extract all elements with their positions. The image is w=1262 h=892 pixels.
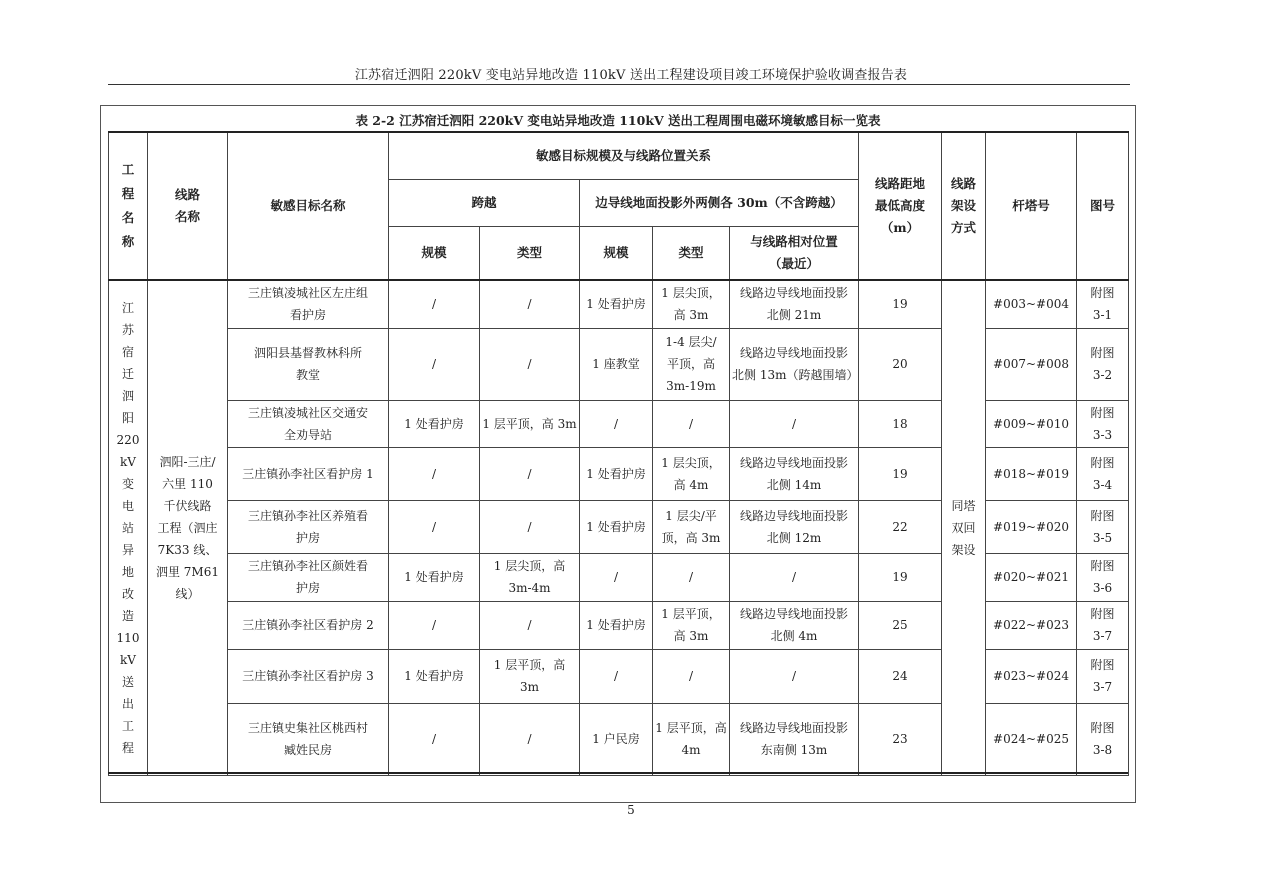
cell-line: / xyxy=(527,618,532,632)
cell-line: 3-4 xyxy=(1092,477,1113,492)
relative-position-cell xyxy=(730,500,859,553)
cell-line: / xyxy=(791,570,797,584)
cell-line: 线路边导线地面投影 xyxy=(740,721,849,735)
tower-number-cell: #003~#004 xyxy=(986,280,1077,328)
figure-number-cell xyxy=(1077,328,1129,400)
cell-line: / xyxy=(527,466,532,481)
header-line: 线路 xyxy=(951,176,977,191)
project-name-char: 宿 xyxy=(121,344,134,359)
relative-position-cell xyxy=(730,280,859,328)
side-type-cell xyxy=(653,649,730,703)
page-number: 5 xyxy=(627,803,635,817)
cell-line: / xyxy=(613,669,619,683)
cell-line: 3-6 xyxy=(1092,581,1113,595)
cell-line: 1 层平顶， xyxy=(661,607,721,621)
cell-line: 附图 xyxy=(1090,455,1115,470)
cross-scale-cell xyxy=(389,649,480,703)
cell-line: 7K33 线、 xyxy=(157,542,218,557)
relative-position-cell xyxy=(730,447,859,500)
project-name-char: 电 xyxy=(121,498,134,513)
cell-line: 工程（泗庄 xyxy=(157,520,218,535)
cell-line: 护房 xyxy=(295,530,320,545)
cell-line: 北侧 4m xyxy=(770,629,818,643)
target-name-cell xyxy=(228,447,389,500)
cell-line: 教堂 xyxy=(295,368,320,382)
cross-scale-cell xyxy=(389,400,480,447)
cell-line: 1 处看护房 xyxy=(586,618,646,632)
cell-line: 1 层平顶，高 3m xyxy=(482,416,577,431)
cell-line: 北侧 12m xyxy=(766,530,822,545)
target-name-cell xyxy=(228,500,389,553)
target-name-cell xyxy=(228,280,389,328)
header-line: 方式 xyxy=(951,220,977,235)
cross-type-cell xyxy=(480,703,580,775)
cell-line: 附图 xyxy=(1090,658,1115,672)
cell-line: 1 层平顶，高 xyxy=(493,658,566,672)
cell-line: 3-1 xyxy=(1092,308,1113,323)
cell-line: 3m-19m xyxy=(666,379,716,393)
target-name-cell xyxy=(228,328,389,400)
cell-line: 1 层平顶，高 xyxy=(655,721,727,735)
side-type-cell xyxy=(653,500,730,553)
header-line: （最近） xyxy=(769,255,820,271)
side-scale-cell xyxy=(580,447,653,500)
cell-line: 3-8 xyxy=(1092,743,1113,757)
cell-line: 三庄镇凌城社区交通安 xyxy=(247,405,368,420)
table-row xyxy=(109,280,1129,328)
project-name-char: 造 xyxy=(121,608,134,623)
cell-line: 三庄镇孙李社区看护房 1 xyxy=(242,466,374,481)
relative-position-cell xyxy=(730,400,859,447)
cell-line: 三庄镇孙李社区养殖看 xyxy=(247,508,368,523)
project-name-char: 异 xyxy=(121,542,134,557)
cell-line: 1 层尖顶，高 xyxy=(493,559,566,573)
project-name-char: 泗 xyxy=(121,388,134,403)
header-side-projection: 边导线地面投影外两侧各 30m（不含跨越） xyxy=(580,179,859,226)
min-height-cell: 24 xyxy=(859,649,942,703)
header-target-name: 敏感目标名称 xyxy=(228,132,389,280)
header-tower: 杆塔号 xyxy=(986,132,1077,280)
cell-line: 同塔 xyxy=(951,498,976,513)
side-scale-cell xyxy=(580,328,653,400)
figure-number-cell xyxy=(1077,601,1129,649)
tower-number-cell: #009~#010 xyxy=(986,400,1077,447)
side-type-cell xyxy=(653,601,730,649)
target-name-cell xyxy=(228,553,389,601)
project-name-char: kV xyxy=(120,652,136,667)
side-scale-cell xyxy=(580,601,653,649)
cell-line: 护房 xyxy=(295,581,320,595)
header-line: 架设 xyxy=(951,198,977,213)
project-name-char: 送 xyxy=(121,674,134,689)
project-name-char: 阳 xyxy=(121,410,134,425)
cell-line: 六里 110 xyxy=(162,476,213,491)
figure-number-cell xyxy=(1077,500,1129,553)
cell-line: 北侧 13m（跨越围墙） xyxy=(732,368,859,382)
header-side-scale: 规模 xyxy=(580,226,653,280)
cell-line: 附图 xyxy=(1090,607,1115,621)
tower-number-cell: #024~#025 xyxy=(986,703,1077,775)
cell-line: / xyxy=(791,416,797,431)
cell-line: 1 户民房 xyxy=(592,732,640,746)
cell-line: 1 处看护房 xyxy=(404,570,464,584)
cross-scale-cell xyxy=(389,328,480,400)
cell-line: 线路边导线地面投影 xyxy=(740,286,849,301)
cell-line: 1 层尖/平 xyxy=(665,508,717,523)
target-name-cell xyxy=(228,703,389,775)
target-name-cell xyxy=(228,601,389,649)
header-line: （m） xyxy=(880,220,920,235)
cell-line: 双回 xyxy=(951,520,976,535)
cross-type-cell xyxy=(480,447,580,500)
side-type-cell xyxy=(653,553,730,601)
project-name-char: 变 xyxy=(121,476,134,491)
cell-line: / xyxy=(431,618,437,632)
cell-line: 线路边导线地面投影 xyxy=(740,508,849,523)
figure-number-cell xyxy=(1077,553,1129,601)
cell-line: / xyxy=(431,357,437,371)
cell-line: 附图 xyxy=(1090,508,1115,523)
header-min-height xyxy=(859,132,942,280)
side-type-cell xyxy=(653,280,730,328)
cell-line: / xyxy=(431,297,437,312)
figure-number-cell xyxy=(1077,447,1129,500)
cell-line: 1 层尖顶， xyxy=(661,286,721,301)
cell-line: 高 4m xyxy=(673,477,709,492)
cross-scale-cell xyxy=(389,447,480,500)
figure-number-cell xyxy=(1077,649,1129,703)
project-name-char: 改 xyxy=(121,586,134,601)
cell-line: 架设 xyxy=(951,542,976,557)
min-height-cell: 20 xyxy=(859,328,942,400)
erection-method-cell xyxy=(942,280,986,775)
cell-line: 3-7 xyxy=(1092,629,1113,643)
cell-line: 1 处看护房 xyxy=(586,519,646,534)
project-name-cell xyxy=(109,280,148,775)
header-line: 名称 xyxy=(174,209,200,224)
figure-number-cell xyxy=(1077,400,1129,447)
cell-line: 1 座教堂 xyxy=(592,357,640,371)
tower-number-cell: #020~#021 xyxy=(986,553,1077,601)
cell-line: 3-3 xyxy=(1092,427,1113,442)
project-name-char: 程 xyxy=(121,740,134,755)
cell-line: / xyxy=(431,466,437,481)
header-rule xyxy=(108,84,1130,85)
cell-line: 高 3m xyxy=(673,308,709,323)
cross-type-cell xyxy=(480,280,580,328)
target-name-cell xyxy=(228,400,389,447)
project-name-char: 工 xyxy=(121,718,134,733)
cell-line: / xyxy=(613,416,619,431)
cross-scale-cell xyxy=(389,601,480,649)
min-height-cell: 18 xyxy=(859,400,942,447)
cell-line: 附图 xyxy=(1090,346,1115,360)
cross-type-cell xyxy=(480,328,580,400)
header-char: 程 xyxy=(121,186,135,201)
header-erection xyxy=(942,132,986,280)
cell-line: 3-5 xyxy=(1092,530,1113,545)
cell-line: 3-2 xyxy=(1092,368,1113,382)
header-project-name xyxy=(109,132,148,280)
cell-line: / xyxy=(431,519,437,534)
tower-number-cell: #022~#023 xyxy=(986,601,1077,649)
cell-line: 泗阳-三庄/ xyxy=(159,454,216,469)
cell-line: / xyxy=(527,519,532,534)
cross-type-cell xyxy=(480,649,580,703)
cell-line: 三庄镇孙李社区看护房 2 xyxy=(242,618,374,632)
side-scale-cell xyxy=(580,649,653,703)
relative-position-cell xyxy=(730,328,859,400)
header-cross-type: 类型 xyxy=(480,226,580,280)
cross-type-cell xyxy=(480,400,580,447)
tower-number-cell: #018~#019 xyxy=(986,447,1077,500)
cell-line: 千伏线路 xyxy=(163,498,212,513)
relative-position-cell xyxy=(730,703,859,775)
relative-position-cell xyxy=(730,601,859,649)
header-side-type: 类型 xyxy=(653,226,730,280)
cross-type-cell xyxy=(480,500,580,553)
cell-line: 看护房 xyxy=(289,308,326,323)
cell-line: / xyxy=(527,357,532,371)
cell-line: 三庄镇孙李社区颜姓看 xyxy=(247,559,368,573)
side-scale-cell xyxy=(580,400,653,447)
header-char: 工 xyxy=(121,162,135,177)
project-name-char: 110 xyxy=(116,630,140,645)
tower-number-cell: #023~#024 xyxy=(986,649,1077,703)
header-crossing: 跨越 xyxy=(389,179,580,226)
project-name-char: 迁 xyxy=(121,366,134,381)
cell-line: / xyxy=(431,732,437,746)
cross-scale-cell xyxy=(389,500,480,553)
cell-line: 1 处看护房 xyxy=(586,297,646,312)
cell-line: / xyxy=(527,297,532,312)
cell-line: 附图 xyxy=(1090,286,1115,301)
cell-line: 线路边导线地面投影 xyxy=(740,455,849,470)
cross-type-cell xyxy=(480,601,580,649)
project-name-char: 220 xyxy=(116,432,140,447)
cell-line: 臧姓民房 xyxy=(283,743,332,757)
cell-line: / xyxy=(688,416,694,431)
side-scale-cell xyxy=(580,280,653,328)
cell-line: 全劝导站 xyxy=(283,427,332,442)
cell-line: 3-7 xyxy=(1092,680,1113,694)
cell-line: 3m xyxy=(519,680,539,694)
page-header-title: 江苏宿迁泗阳 220kV 变电站异地改造 110kV 送出工程建设项目竣工环境保护验收调查报告表 xyxy=(354,68,908,83)
cell-line: 泗阳县基督教林科所 xyxy=(253,346,362,360)
cell-line: 三庄镇孙李社区看护房 3 xyxy=(242,669,374,683)
table-caption: 表 2-2 江苏宿迁泗阳 220kV 变电站异地改造 110kV 送出工程周围电磁环境敏感目标一览表 xyxy=(355,113,881,128)
project-name-char: 地 xyxy=(121,564,134,579)
tower-number-cell: #019~#020 xyxy=(986,500,1077,553)
cell-line: 高 3m xyxy=(673,629,709,643)
header-char: 名 xyxy=(121,210,135,225)
header-line-name xyxy=(148,132,228,280)
min-height-cell: 19 xyxy=(859,447,942,500)
cell-line: / xyxy=(791,669,797,683)
header-figure: 图号 xyxy=(1077,132,1129,280)
header-scale-relation: 敏感目标规模及与线路位置关系 xyxy=(389,132,859,179)
cell-line: 北侧 14m xyxy=(766,477,822,492)
cell-line: 附图 xyxy=(1090,405,1115,420)
cross-scale-cell xyxy=(389,280,480,328)
cell-line: 三庄镇凌城社区左庄组 xyxy=(247,286,368,301)
cell-line: 3m-4m xyxy=(508,581,551,595)
side-type-cell xyxy=(653,447,730,500)
project-name-char: 出 xyxy=(121,696,134,711)
cell-line: / xyxy=(613,570,619,584)
sensitive-target-table xyxy=(108,131,1129,776)
cell-line: / xyxy=(688,570,694,584)
header-relative-position xyxy=(730,226,859,280)
relative-position-cell xyxy=(730,553,859,601)
header-line: 与线路相对位置 xyxy=(750,233,838,249)
cell-line: 1 处看护房 xyxy=(586,466,646,481)
side-scale-cell xyxy=(580,500,653,553)
cell-line: 泗里 7M61 xyxy=(155,564,219,579)
min-height-cell: 19 xyxy=(859,553,942,601)
cell-line: 平顶，高 xyxy=(666,357,715,371)
cell-line: 线路边导线地面投影 xyxy=(740,607,849,621)
cell-line: 1 层尖顶， xyxy=(661,455,721,470)
header-char: 称 xyxy=(121,234,135,249)
min-height-cell: 23 xyxy=(859,703,942,775)
cell-line: 附图 xyxy=(1090,559,1115,573)
project-name-char: 江 xyxy=(121,300,134,315)
cell-line: 线） xyxy=(175,586,200,601)
cross-scale-cell xyxy=(389,553,480,601)
cell-line: 北侧 21m xyxy=(766,308,822,323)
tower-number-cell: #007~#008 xyxy=(986,328,1077,400)
project-name-char: kV xyxy=(120,454,136,469)
cross-type-cell xyxy=(480,553,580,601)
cell-line: 4m xyxy=(681,743,701,757)
cell-line: 1 处看护房 xyxy=(404,669,464,683)
header-project-name-text xyxy=(111,158,145,254)
relative-position-cell xyxy=(730,649,859,703)
project-name-char: 站 xyxy=(121,520,134,535)
side-scale-cell xyxy=(580,703,653,775)
cross-scale-cell xyxy=(389,703,480,775)
cell-line: 三庄镇史集社区桃西村 xyxy=(247,721,368,735)
header-line: 最低高度 xyxy=(875,198,926,213)
header-cross-scale: 规模 xyxy=(389,226,480,280)
line-name-cell xyxy=(148,280,228,775)
side-type-cell xyxy=(653,328,730,400)
cell-line: 1 处看护房 xyxy=(404,416,464,431)
side-type-cell xyxy=(653,703,730,775)
min-height-cell: 25 xyxy=(859,601,942,649)
table-bottom-rule xyxy=(108,772,1128,774)
figure-number-cell xyxy=(1077,703,1129,775)
side-type-cell xyxy=(653,400,730,447)
header-line: 线路距地 xyxy=(875,176,926,191)
project-name-char: 苏 xyxy=(121,322,134,337)
min-height-cell: 22 xyxy=(859,500,942,553)
side-scale-cell xyxy=(580,553,653,601)
cell-line: 线路边导线地面投影 xyxy=(740,346,849,360)
cell-line: 1-4 层尖/ xyxy=(665,335,717,349)
min-height-cell: 19 xyxy=(859,280,942,328)
cell-line: 东南侧 13m xyxy=(760,743,828,757)
header-line: 线路 xyxy=(174,187,200,202)
figure-number-cell xyxy=(1077,280,1129,328)
cell-line: / xyxy=(527,732,532,746)
cell-line: / xyxy=(688,669,694,683)
target-name-cell xyxy=(228,649,389,703)
cell-line: 附图 xyxy=(1090,721,1115,735)
cell-line: 顶，高 3m xyxy=(661,530,721,545)
